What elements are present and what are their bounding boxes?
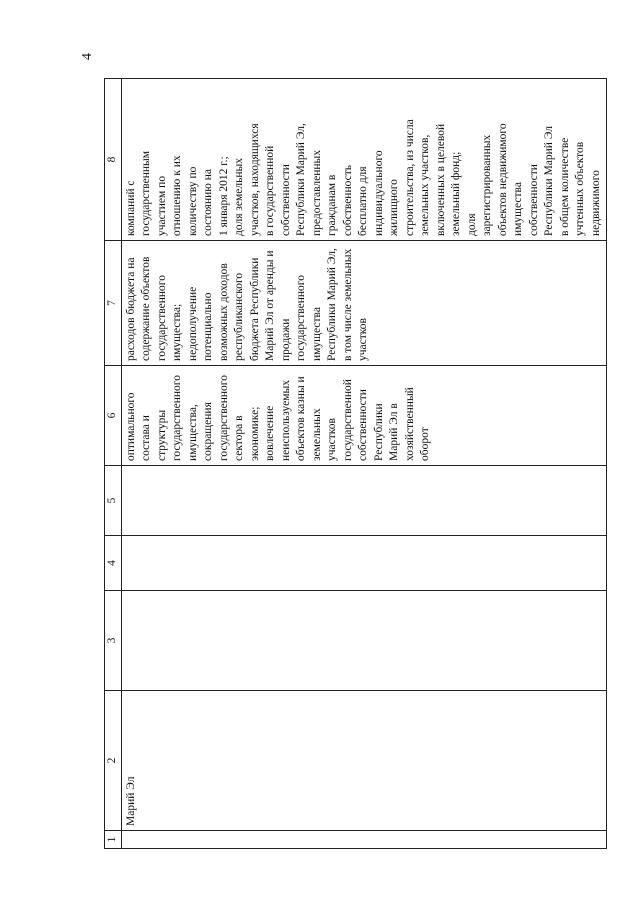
column-header-4: 4 <box>105 536 122 591</box>
cell-col-7: расходов бюджета на содержание объектов государственного имущества; недополучение потенциально возможных доходов республиканского бюджета Республики Марий Эл от аренды и продажи государственного имущества Республики Марий Эл, в том числе земельных участков <box>121 241 607 366</box>
page-number: 4 <box>80 53 95 60</box>
cell-col-6: оптимального состава и структуры государственного имущества, сокращения государственного сектора в экономике; вовлечение неиспользуемых объектов казны и земельных участков государственной собственности Республики Марий Эл в хозяйственный оборот <box>121 366 607 466</box>
column-header-5: 5 <box>105 466 122 536</box>
table-row <box>121 79 607 849</box>
column-header-8: 8 <box>105 79 122 241</box>
cell-col-4 <box>121 536 607 591</box>
cell-col-1 <box>121 831 607 849</box>
column-header-1: 1 <box>105 831 122 849</box>
rotated-table-container <box>104 79 602 849</box>
cell-col-5 <box>121 466 607 536</box>
cell-col-8: компаний с государственным участием по отношению к их количеству по состоянию на 1 января 2012 г.; доля земельных участков, находящихся в государственной собственности Республики Марий Эл, предоставленных гражданам в собственность бесплатно для индивидуального жилищного строительства, из числа земельных участков, включенных в целевой земельный фонд; доля зарегистрированных объектов недвижимого имущества собственности Республики Марий Эл в общем количестве учтенных объектов недвижимого <box>121 79 607 241</box>
program-table <box>104 78 607 849</box>
table-header-row <box>105 79 122 849</box>
column-header-2: 2 <box>105 691 122 831</box>
column-header-7: 7 <box>105 241 122 366</box>
cell-col-2: Марий Эл <box>121 691 607 831</box>
cell-col-3 <box>121 591 607 691</box>
column-header-3: 3 <box>105 591 122 691</box>
column-header-6: 6 <box>105 366 122 466</box>
